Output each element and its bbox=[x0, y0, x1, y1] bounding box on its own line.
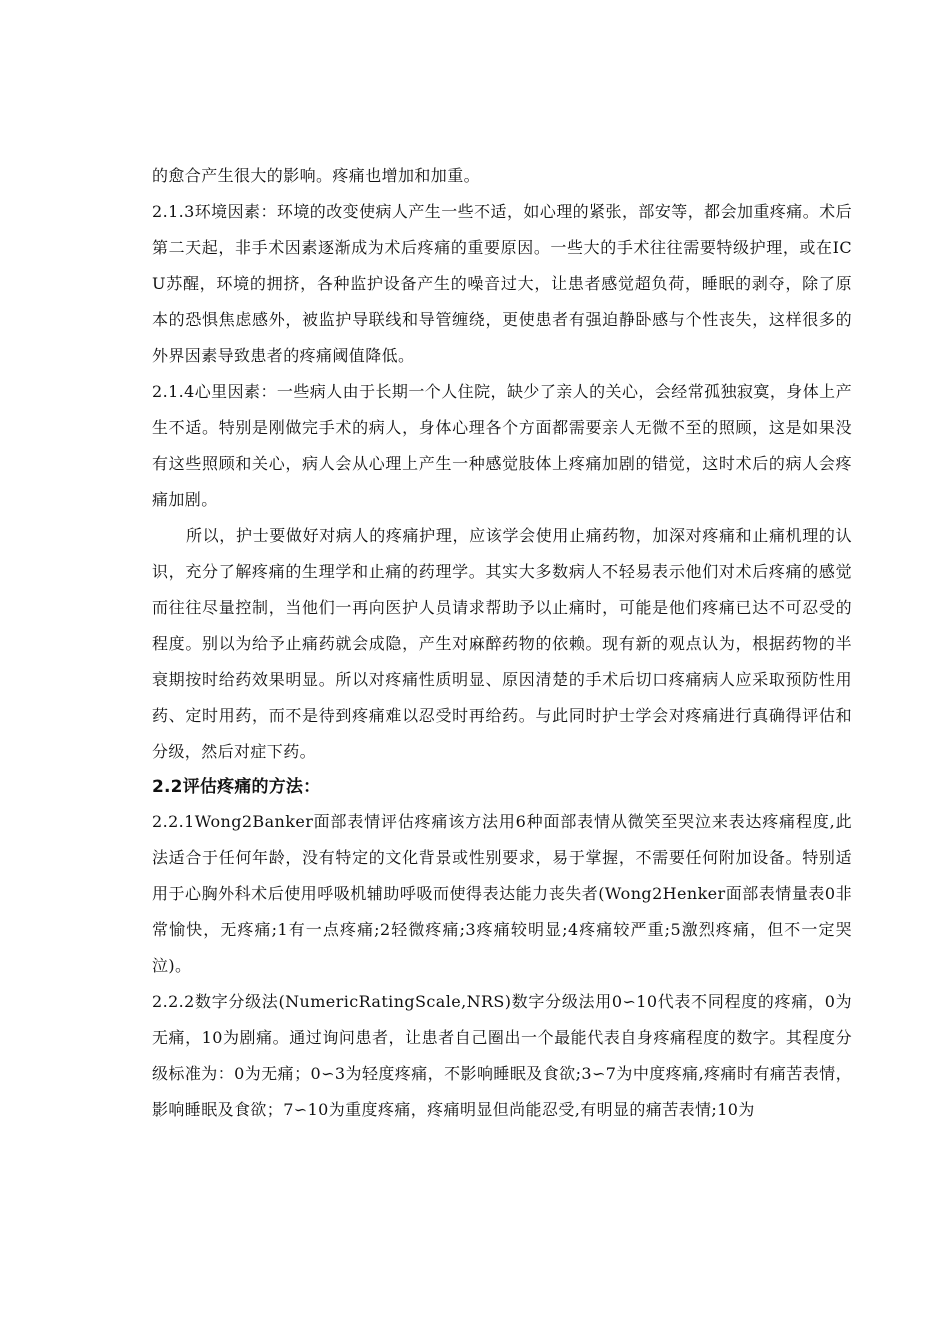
paragraph-numeric-scale: 2.2.2数字分级法(NumericRatingScale,NRS)数字分级法用0∽10代表不同程度的疼痛，0为无痛，10为剧痛。通过询问患者，让患者自己圈出一个最能代表自身疼痛程度的数字。其程度分级标准为：0为无痛；0∽3为轻度疼痛，不影响睡眠及食欲;3∽7为中度疼痛,疼痛时有痛苦表情，影响睡眠及食欲；7∽10为重度疼痛，疼痛明显但尚能忍受,有明显的痛苦表情;10为 bbox=[152, 992, 852, 1119]
paragraph-environment-factors: 2.1.3环境因素：环境的改变使病人产生一些不适，如心理的紧张，部安等，都会加重疼痛。术后第二天起，非手术因素逐渐成为术后疼痛的重要原因。一些大的手术往往需要特级护理，或在ICU苏醒，环境的拥挤，各种监护设备产生的噪音过大，让患者感觉超负荷，睡眠的剥夺，除了原本的恐惧焦虑感外，被监护导联线和导管缠绕，更使患者有强迫静卧感与个性丧失，这样很多的外界因素导致患者的疼痛阈值降低。 bbox=[152, 202, 852, 365]
paragraph-continuation: 的愈合产生很大的影响。疼痛也增加和加重。 bbox=[152, 166, 481, 185]
document-body bbox=[152, 158, 852, 1128]
paragraph-face-scale: 2.2.1Wong2Banker面部表情评估疼痛该方法用6种面部表情从微笑至哭泣来表达疼痛程度,此法适合于任何年龄，没有特定的文化背景或性别要求，易于掌握，不需要任何附加设备。特别适用于心胸外科术后使用呼吸机辅助呼吸而使得表达能力丧失者(Wong2Henker面部表情量表0非常愉快，无疼痛;1有一点疼痛;2轻微疼痛;3疼痛较明显;4疼痛较严重;5激烈疼痛，但不一定哭泣)。 bbox=[152, 812, 852, 975]
paragraph-psychological-factors: 2.1.4心里因素：一些病人由于长期一个人住院，缺少了亲人的关心，会经常孤独寂寞，身体上产生不适。特别是刚做完手术的病人，身体心理各个方面都需要亲人无微不至的照顾，这是如果没有这些照顾和关心，病人会从心理上产生一种感觉肢体上疼痛加剧的错觉，这时术后的病人会疼痛加剧。 bbox=[152, 382, 852, 509]
section-heading: 2.2评估疼痛的方法： bbox=[152, 777, 321, 797]
paragraph-nursing-summary: 所以，护士要做好对病人的疼痛护理，应该学会使用止痛药物，加深对疼痛和止痛机理的认识，充分了解疼痛的生理学和止痛的药理学。其实大多数病人不轻易表示他们对术后疼痛的感觉而往往尽量控制，当他们一再向医护人员请求帮助予以止痛时，可能是他们疼痛已达不可忍受的程度。别以为给予止痛药就会成隐，产生对麻醉药物的依赖。现有新的观点认为，根据药物的半衰期按时给药效果明显。所以对疼痛性质明显、原因清楚的手术后切口疼痛病人应采取预防性用药、定时用药，而不是待到疼痛难以忍受时再给药。与此同时护士学会对疼痛进行真确得评估和分级，然后对症下药。 bbox=[152, 526, 852, 761]
